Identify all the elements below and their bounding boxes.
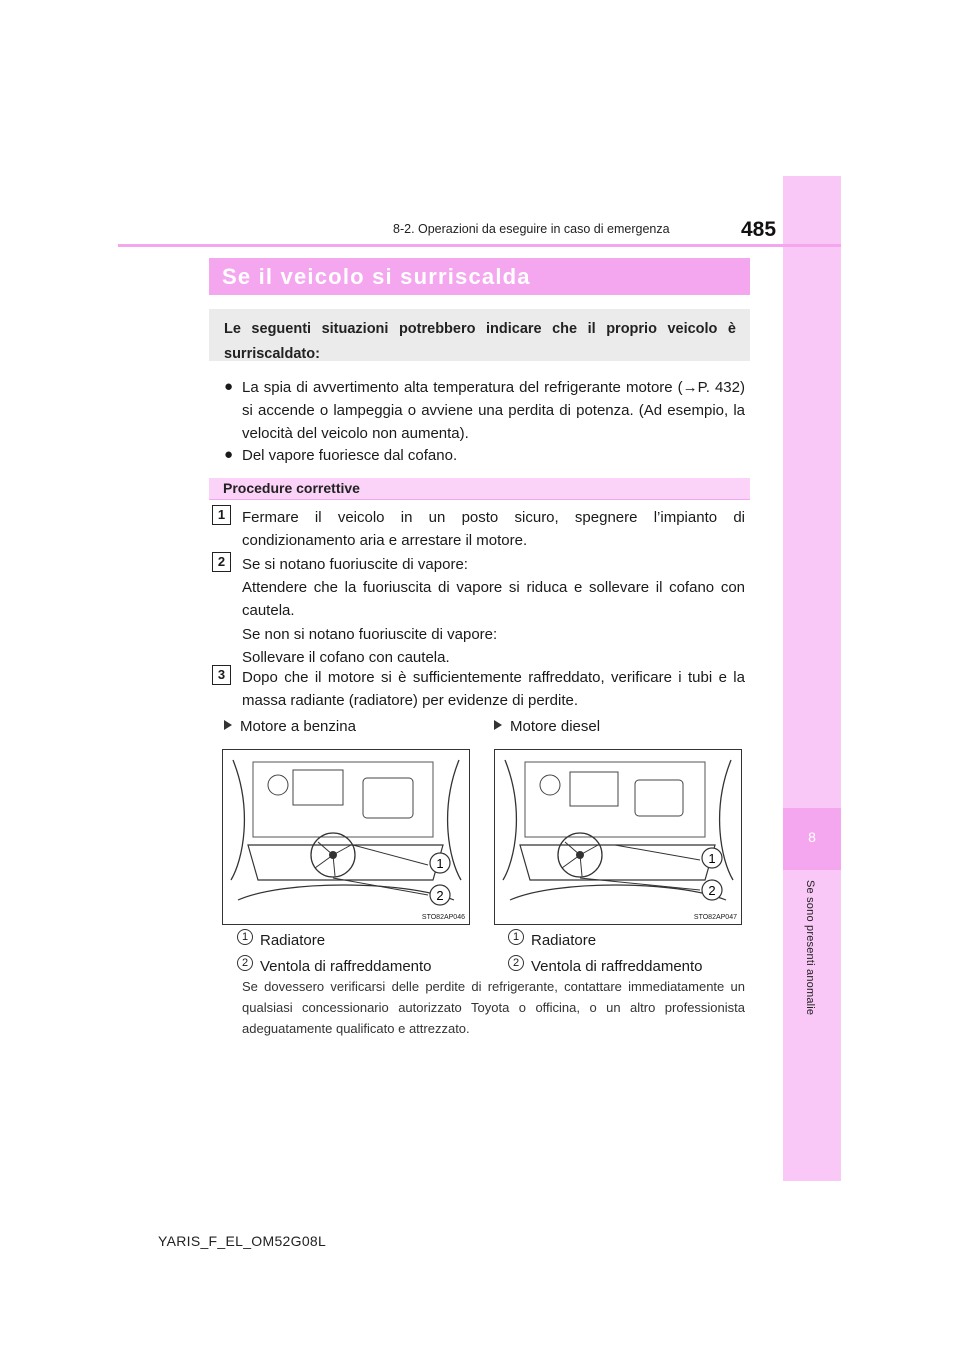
caption-number-badge: 2: [508, 955, 524, 971]
chapter-number-tab: [783, 808, 841, 870]
chapter-title-vertical: Se sono presenti anomalie: [804, 880, 816, 1016]
engine-illustration-petrol: [222, 749, 470, 925]
intro-box: [209, 309, 750, 361]
procedure-heading: Procedure correttive: [223, 480, 360, 496]
step-2-line: Se si notano fuoriuscite di vapore:: [242, 556, 468, 573]
chapter-number: 8: [808, 829, 816, 845]
page-title-bar: [209, 258, 750, 295]
caption-fan: Ventola di raffreddamento: [260, 958, 432, 975]
caption-radiator: Radiatore: [531, 932, 597, 949]
caption-number-badge: 1: [237, 929, 253, 945]
intro-text: Le seguenti situazioni potrebbero indicare che il proprio veicolo è surriscaldato:: [224, 321, 736, 362]
step-3-text: Dopo che il motore si è sufficientemente raffreddato, verificare i tubi e la massa radiante (radiatore) per evidenze di perdite.: [242, 669, 745, 709]
step-2-line: Attendere che la fuoriuscita di vapore si riduca e sollevare il cofano con cautela.: [242, 579, 745, 619]
bullet-marker: ●: [224, 446, 234, 463]
figure-code: STO82AP046: [421, 914, 465, 921]
document-code: YARIS_F_EL_OM52G08L: [158, 1233, 327, 1249]
step-number-badge: 3: [212, 665, 231, 685]
bullet-item-steam: Del vapore fuoriesce dal cofano.: [242, 447, 458, 464]
svg-text:1: 1: [436, 856, 444, 871]
svg-text:2: 2: [436, 888, 444, 903]
triangle-marker-icon: [224, 720, 232, 730]
figure-code: STO82AP047: [693, 914, 737, 921]
figure-label-diesel: [494, 718, 600, 735]
procedure-heading-bar: [209, 478, 750, 500]
triangle-marker-icon: [494, 720, 502, 730]
bullet-item-warning-light: La spia di avvertimento alta temperatura del refrigerante motore (→P. 432) si accende o lampeggia o avviene una perdita di potenza. (Ad esempio, la velocità del veicolo non aumenta).: [242, 379, 745, 442]
figure-label-text: Motore a benzina: [240, 718, 356, 735]
section-header: 8-2. Operazioni da eseguire in caso di emergenza: [393, 222, 670, 236]
caption-number-badge: 2: [237, 955, 253, 971]
leak-note: Se dovessero verificarsi delle perdite di refrigerante, contattare immediatamente un qualsiasi concessionario autorizzato Toyota o officina, o un altro professionista adeguatamente qualificato e attrezzato.: [242, 979, 745, 1036]
step-number-badge: 1: [212, 505, 231, 525]
step-2-line: Sollevare il cofano con cautela.: [242, 649, 450, 666]
caption-fan: Ventola di raffreddamento: [531, 958, 703, 975]
page-number: 485: [741, 218, 777, 241]
figure-label-text: Motore diesel: [510, 718, 601, 735]
header-divider: [118, 244, 841, 247]
caption-radiator: Radiatore: [260, 932, 326, 949]
figure-label-petrol: [224, 718, 356, 735]
chapter-side-tab: [783, 176, 841, 1181]
svg-text:2: 2: [708, 883, 716, 898]
page-title: Se il veicolo si surriscalda: [222, 264, 531, 289]
caption-number-badge: 1: [508, 929, 524, 945]
step-2-line: Se non si notano fuoriuscite di vapore:: [242, 626, 498, 643]
engine-illustration-diesel: [494, 749, 742, 925]
step-1-text: Fermare il veicolo in un posto sicuro, spegnere l’impianto di condizionamento aria e arrestare il motore.: [242, 509, 745, 549]
step-number-badge: 2: [212, 552, 231, 572]
bullet-marker: ●: [224, 378, 234, 395]
svg-text:1: 1: [708, 851, 716, 866]
